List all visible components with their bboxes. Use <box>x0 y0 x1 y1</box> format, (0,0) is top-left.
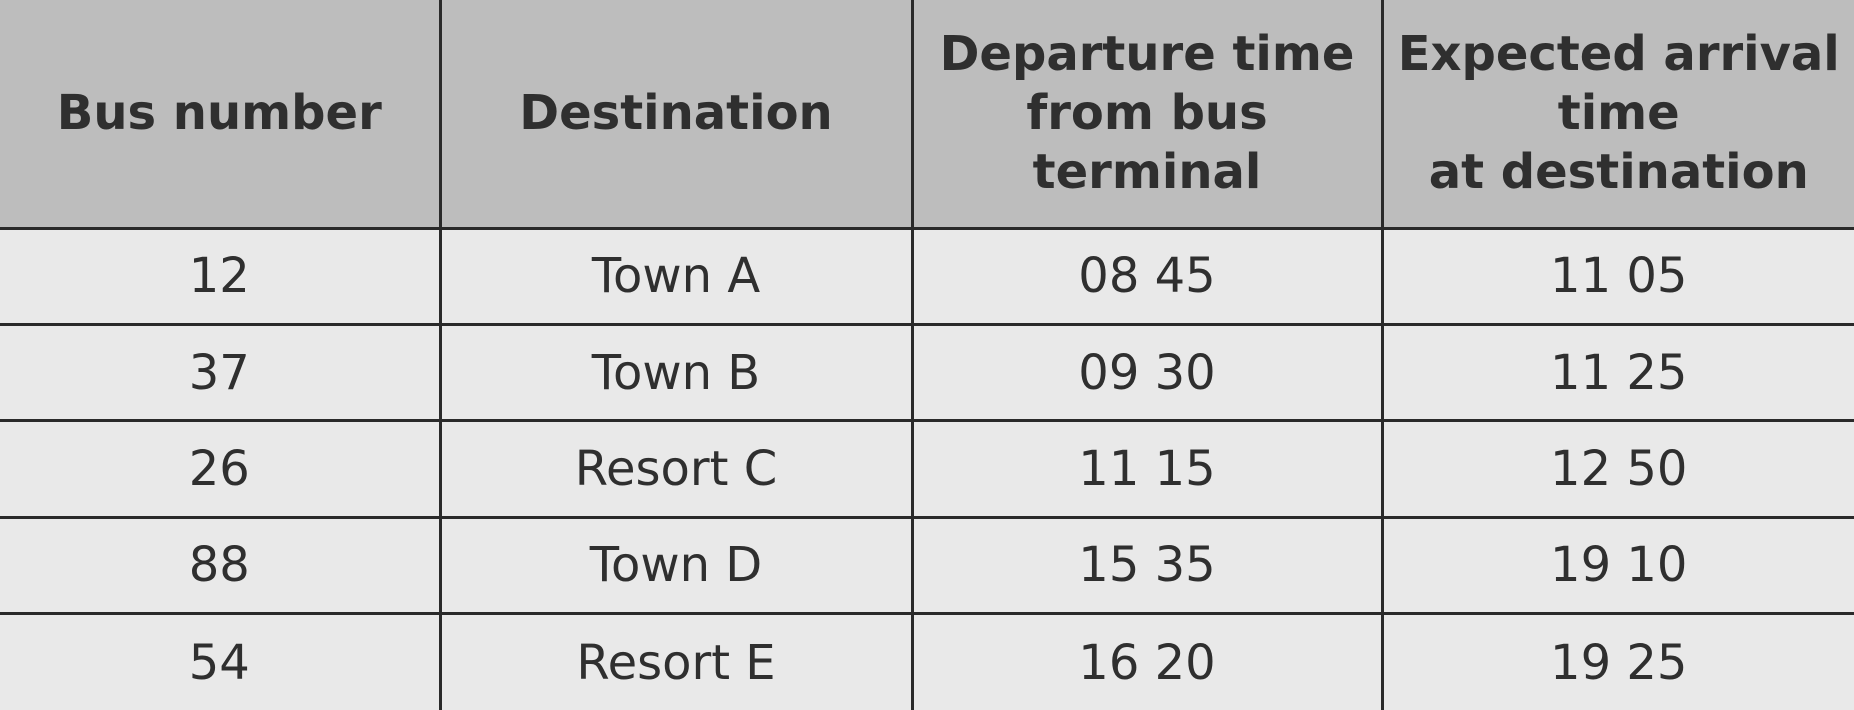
departure-time-cell: 15 35 <box>912 517 1382 613</box>
departure-time-cell: 08 45 <box>912 228 1382 324</box>
destination-cell: Resort C <box>440 421 912 517</box>
table-row <box>0 228 1854 324</box>
bus-number-cell: 37 <box>0 324 440 420</box>
destination-cell: Town D <box>440 517 912 613</box>
departure-time-cell: 16 20 <box>912 614 1382 710</box>
destination-cell: Town A <box>440 228 912 324</box>
table-row <box>0 614 1854 710</box>
arrival-time-cell: 19 10 <box>1382 517 1854 613</box>
departure-time-cell: 11 15 <box>912 421 1382 517</box>
header-departure-line-3: terminal <box>1032 143 1262 200</box>
arrival-time-cell: 11 05 <box>1382 228 1854 324</box>
departure-time-cell: 09 30 <box>912 324 1382 420</box>
header-departure-line-2: from bus <box>1026 84 1268 141</box>
destination-cell: Town B <box>440 324 912 420</box>
header-expected-arrival <box>1382 0 1854 228</box>
arrival-time-cell: 11 25 <box>1382 324 1854 420</box>
table-row <box>0 421 1854 517</box>
header-arrival-line-3: at destination <box>1428 143 1809 200</box>
header-destination-line: Destination <box>519 84 833 141</box>
header-bus-number <box>0 0 440 228</box>
bus-number-cell: 54 <box>0 614 440 710</box>
bus-number-cell: 88 <box>0 517 440 613</box>
header-arrival-line-1: Expected arrival <box>1397 26 1840 83</box>
destination-cell: Resort E <box>440 614 912 710</box>
header-bus-number-line: Bus number <box>56 84 382 141</box>
bus-number-cell: 26 <box>0 421 440 517</box>
arrival-time-cell: 12 50 <box>1382 421 1854 517</box>
header-departure-line-1: Departure time <box>939 26 1355 83</box>
table-row <box>0 517 1854 613</box>
table-row <box>0 324 1854 420</box>
header-destination <box>440 0 912 228</box>
header-row <box>0 0 1854 228</box>
bus-number-cell: 12 <box>0 228 440 324</box>
header-arrival-line-2: time <box>1557 84 1680 141</box>
header-departure-time <box>912 0 1382 228</box>
arrival-time-cell: 19 25 <box>1382 614 1854 710</box>
